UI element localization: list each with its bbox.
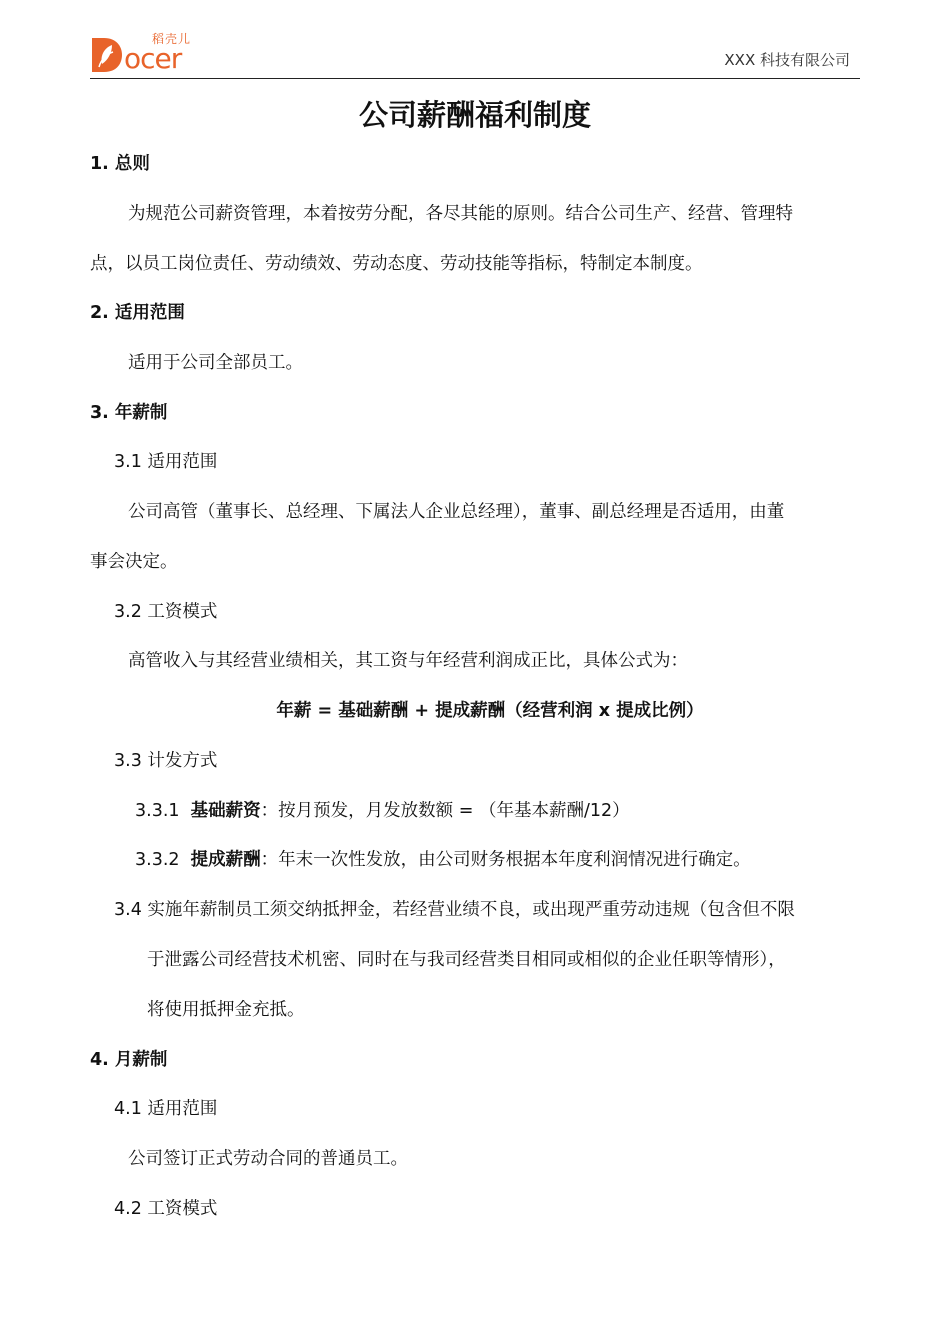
clause-text: ：按月预发，月发放数额 = （年基本薪酬/12）: [260, 801, 630, 821]
paragraph-line: 为规范公司薪资管理，本着按劳分配，各尽其能的原则。结合公司生产、经营、管理特: [128, 204, 793, 224]
paragraph-line: 将使用抵押金充抵。: [147, 1000, 305, 1020]
document-title: 公司薪酬福利制度: [358, 98, 591, 132]
paragraph-line: 于泄露公司经营技术机密、同时在与我司经营类目相同或相似的企业任职等情形），: [147, 950, 786, 970]
clause-text: ：年末一次性发放，由公司财务根据本年度利润情况进行确定。: [260, 850, 751, 870]
company-name: XXX 科技有限公司: [724, 51, 850, 69]
clause-number: 3.3.2: [135, 850, 180, 870]
logo-text: ocer: [124, 42, 182, 75]
paragraph-line: 3.4 实施年薪制员工须交纳抵押金，若经营业绩不良，或出现严重劳动违规（包含但不限: [114, 900, 795, 920]
logo-leaf-icon: [90, 34, 124, 74]
subsection-heading: 4.1 适用范围: [114, 1099, 218, 1119]
section-heading-2: 2. 适用范围: [90, 303, 185, 323]
section-heading-1: 1. 总则: [90, 154, 150, 174]
clause-number: 3.3.1: [135, 801, 180, 821]
clause-label: 提成薪酬: [190, 850, 261, 870]
clause-3-3-1: [135, 800, 630, 822]
paragraph-line: 公司签订正式劳动合同的普通员工。: [128, 1149, 408, 1169]
salary-formula: 年薪 = 基础薪酬 + 提成薪酬（经营利润 x 提成比例）: [276, 701, 704, 721]
paragraph-line: 事会决定。: [90, 552, 178, 572]
paragraph-line: 点，以员工岗位责任、劳动绩效、劳动态度、劳动技能等指标，特制定本制度。: [90, 254, 703, 274]
subsection-heading: 4.2 工资模式: [114, 1199, 218, 1219]
subsection-heading: 3.3 计发方式: [114, 751, 218, 771]
docer-logo: [90, 28, 210, 74]
clause-3-3-2: [135, 849, 751, 871]
paragraph-line: 高管收入与其经营业绩相关，其工资与年经营利润成正比，具体公式为：: [128, 651, 688, 671]
logo-chinese-text: 稻壳儿: [152, 32, 192, 46]
page-header: [90, 26, 860, 79]
section-heading-3: 3. 年薪制: [90, 403, 168, 423]
paragraph-line: 公司高管（董事长、总经理、下属法人企业总经理），董事、副总经理是否适用，由董: [128, 502, 785, 522]
paragraph-line: 适用于公司全部员工。: [128, 353, 303, 373]
section-heading-4: 4. 月薪制: [90, 1050, 168, 1070]
subsection-heading: 3.1 适用范围: [114, 452, 218, 472]
subsection-heading: 3.2 工资模式: [114, 602, 218, 622]
clause-label: 基础薪资: [190, 801, 261, 821]
